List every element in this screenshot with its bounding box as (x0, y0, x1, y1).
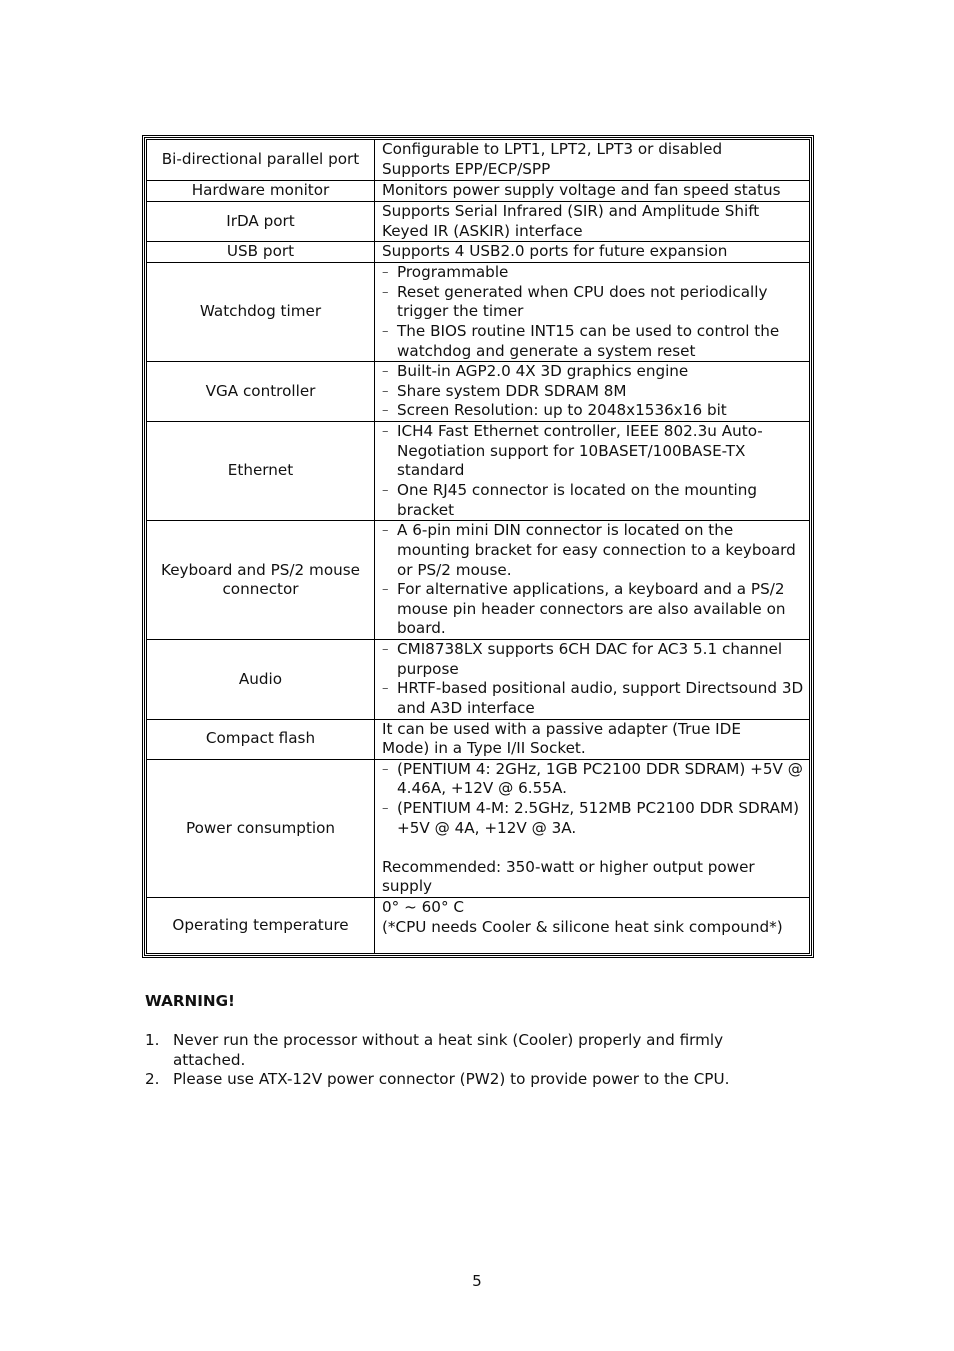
table-row (147, 759, 810, 897)
list-item (145, 1070, 785, 1090)
spec-value (375, 897, 810, 953)
spec-line: Monitors power supply voltage and fan speed status (382, 181, 781, 200)
spec-line: Supports 4 USB2.0 ports for future expansion (382, 242, 728, 261)
spec-bullet: – Reset generated when CPU does not periodically trigger the timer (382, 283, 809, 322)
spec-bullet: – ICH4 Fast Ethernet controller, IEEE 802.3u Auto-Negotiation support for 10BASET/100BASE-TX standard (382, 422, 809, 481)
spec-label: Ethernet (147, 422, 375, 521)
specification-table-frame (142, 135, 814, 958)
list-text: Please use ATX-12V power connector (PW2) to provide power to the CPU. (173, 1070, 730, 1089)
spec-bullet: – Built-in AGP2.0 4X 3D graphics engine (382, 362, 809, 382)
list-text: Never run the processor without a heat sink (Cooler) properly and firmly attached. (173, 1031, 724, 1069)
spec-bullet: – The BIOS routine INT15 can be used to control the watchdog and generate a system reset (382, 322, 809, 361)
list-item (145, 1031, 785, 1070)
spec-value (375, 362, 810, 422)
spec-value (375, 202, 810, 242)
spec-label: Operating temperature (147, 897, 375, 953)
warning-list (145, 1031, 785, 1090)
spec-label: Audio (147, 640, 375, 719)
spec-value (375, 521, 810, 640)
spec-value (375, 242, 810, 263)
spec-label: Hardware monitor (147, 181, 375, 202)
spec-bullet: – Programmable (382, 263, 809, 283)
spec-line: Supports Serial Infrared (SIR) and Amplitude Shift (382, 202, 760, 220)
spec-line: Keyed IR (ASKIR) interface (382, 221, 583, 240)
spec-bullet: – (PENTIUM 4: 2GHz, 1GB PC2100 DDR SDRAM) +5V @ 4.46A, +12V @ 6.55A. (382, 760, 809, 799)
spec-label: IrDA port (147, 202, 375, 242)
spacer (382, 838, 809, 858)
spec-value (375, 140, 810, 181)
table-row (147, 422, 810, 521)
page-number: 5 (472, 1272, 482, 1290)
specification-table (146, 139, 810, 954)
spec-bullet: – (PENTIUM 4-M: 2.5GHz, 512MB PC2100 DDR SDRAM) +5V @ 4A, +12V @ 3A. (382, 799, 809, 838)
spec-line: 0° ~ 60° C (382, 897, 464, 916)
spec-label: VGA controller (147, 362, 375, 422)
table-row (147, 263, 810, 362)
spec-bullet: – A 6-pin mini DIN connector is located on the mounting bracket for easy connection to a keyboard or PS/2 mouse. (382, 521, 809, 580)
spec-label: Compact flash (147, 719, 375, 759)
table-row (147, 181, 810, 202)
list-number: 1. (145, 1031, 160, 1049)
table-row (147, 202, 810, 242)
table-row (147, 897, 810, 953)
spec-value (375, 181, 810, 202)
spec-line: It can be used with a passive adapter (True IDE (382, 719, 741, 738)
spec-value (375, 422, 810, 521)
warning-heading: WARNING! (145, 992, 235, 1010)
spec-label: USB port (147, 242, 375, 263)
spec-label: Keyboard and PS/2 mouse connector (147, 521, 375, 640)
spec-line: Configurable to LPT1, LPT2, LPT3 or disabled (382, 140, 723, 159)
spec-label: Watchdog timer (147, 263, 375, 362)
spec-note: Recommended: 350-watt or higher output power supply (382, 857, 755, 896)
spec-label: Power consumption (147, 759, 375, 897)
spec-line: (*CPU needs Cooler & silicone heat sink compound*) (382, 917, 783, 936)
spec-value (375, 263, 810, 362)
spec-line: Mode) in a Type I/II Socket. (382, 739, 586, 758)
table-row (147, 521, 810, 640)
spec-value (375, 719, 810, 759)
spec-bullet: – For alternative applications, a keyboard and a PS/2 mouse pin header connectors are also available on board. (382, 580, 809, 639)
table-row (147, 242, 810, 263)
table-row (147, 640, 810, 719)
list-number: 2. (145, 1070, 160, 1089)
spec-bullet: – HRTF-based positional audio, support Directsound 3D and A3D interface (382, 679, 809, 718)
spec-bullet: – One RJ45 connector is located on the mounting bracket (382, 481, 809, 520)
spec-line: Supports EPP/ECP/SPP (382, 160, 551, 178)
spec-bullet: – Screen Resolution: up to 2048x1536x16 bit (382, 401, 809, 421)
spec-bullet: – CMI8738LX supports 6CH DAC for AC3 5.1 channel purpose (382, 640, 809, 679)
spec-value (375, 640, 810, 719)
table-row (147, 719, 810, 759)
spec-label: Bi-directional parallel port (147, 140, 375, 181)
spec-value (375, 759, 810, 897)
spec-bullet: – Share system DDR SDRAM 8M (382, 382, 809, 402)
table-row (147, 362, 810, 422)
table-row (147, 140, 810, 181)
